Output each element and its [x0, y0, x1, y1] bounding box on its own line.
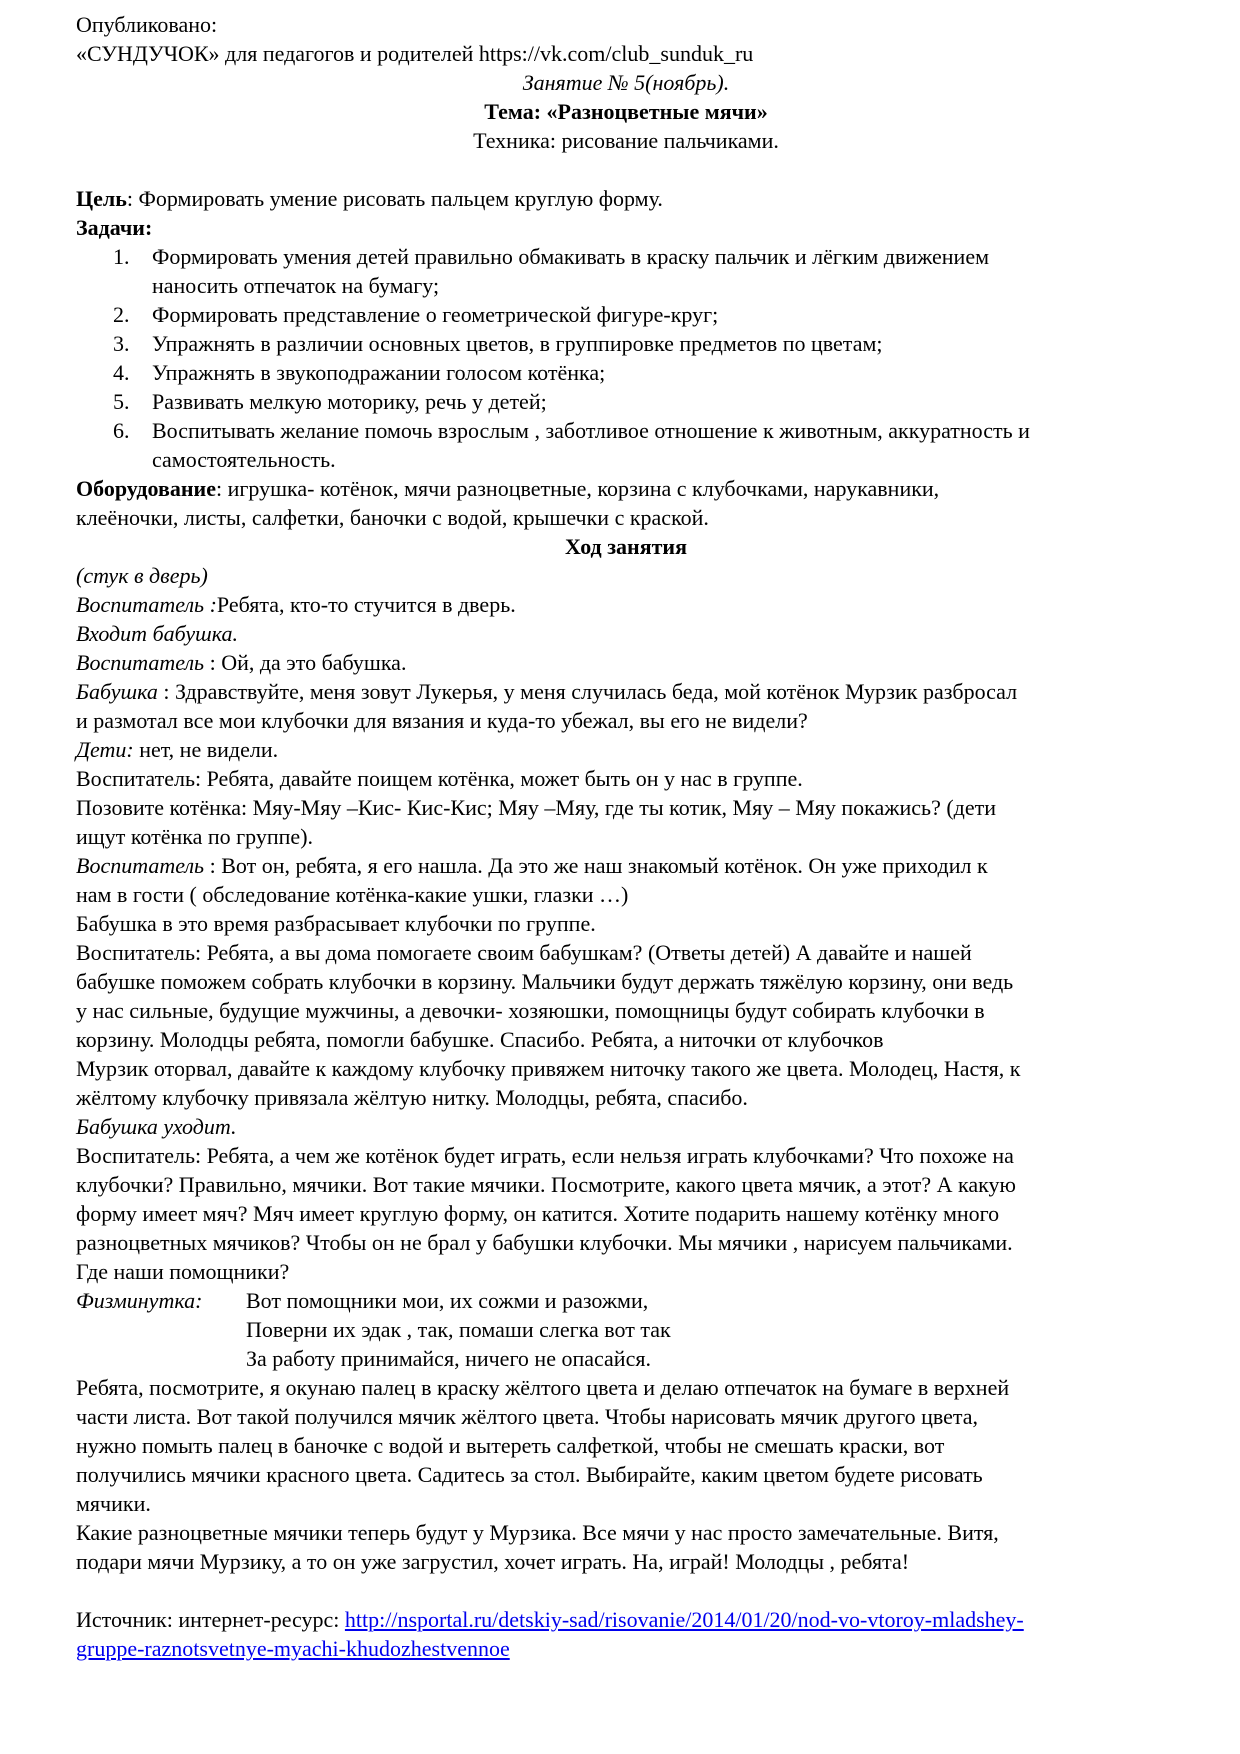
- source-line: [76, 1605, 1176, 1634]
- closing-line: Какие разноцветные мячики теперь будут у Мурзика. Все мячи у нас просто замечательные. Витя,: [76, 1520, 999, 1545]
- document-page: [76, 10, 1176, 1663]
- task-item: [76, 387, 1176, 416]
- stage-direction: Бабушка уходит.: [76, 1114, 237, 1139]
- script-text: Позовите котёнка: Мяу-Мяу –Кис- Кис-Кис; Мяу –Мяу, где ты котик, Мяу – Мяу покажись? (дети: [76, 795, 997, 820]
- speaker-label: Бабушка: [76, 679, 158, 704]
- script-text: бабушке поможем собрать клубочки в корзину. Мальчики будут держать тяжёлую корзину, они ведь: [76, 969, 1014, 994]
- source-link-continued[interactable]: gruppe-raznotsvetnye-myachi-khudozhestvennoe: [76, 1636, 510, 1661]
- lesson-number: Занятие № 5(ноябрь).: [522, 70, 730, 95]
- script-text: : Вот он, ребята, я его нашла. Да это же наш знакомый котёнок. Он уже приходил к: [209, 853, 988, 878]
- script-line: [76, 1228, 1176, 1257]
- task-item: [76, 358, 1176, 387]
- task-item: [76, 242, 1176, 300]
- lesson-topic: Тема: «Разноцветные мячи»: [484, 99, 768, 124]
- tasks-list: [76, 242, 1176, 474]
- spacer: [76, 155, 1176, 184]
- script-text: клубочки? Правильно, мячики. Вот такие мячики. Посмотрите, какого цвета мячик, а этот? А какую: [76, 1172, 1016, 1197]
- closing-line: Ребята, посмотрите, я окунаю палец в краску жёлтого цвета и делаю отпечаток на бумаге в верхней: [76, 1375, 1010, 1400]
- fizminutka-line: За работу принимайся, ничего не опасайся.: [246, 1346, 651, 1371]
- published-label: Опубликовано:: [76, 12, 218, 37]
- task-text-line: Развивать мелкую моторику, речь у детей;: [152, 389, 547, 414]
- script-text: Ребята, кто-то стучится в дверь.: [216, 592, 516, 617]
- script-line: [76, 1257, 1176, 1286]
- script-text: Воспитатель: Ребята, давайте поищем котёнка, может быть он у нас в группе.: [76, 766, 803, 791]
- progress-heading: Ход занятия: [564, 534, 687, 559]
- closing-text: [76, 1373, 1176, 1576]
- script-text: ищут котёнка по группе).: [76, 824, 314, 849]
- script-line: [76, 909, 1176, 938]
- script-text: Воспитатель: Ребята, а чем же котёнок будет играть, если нельзя играть клубочками? Что похоже на: [76, 1143, 1014, 1168]
- stage-direction: (стук в дверь): [76, 563, 208, 588]
- script-text: : Здравствуйте, меня зовут Лукерья, у меня случилась беда, мой котёнок Мурзик разбросал: [157, 679, 1018, 704]
- task-text-line: Воспитывать желание помочь взрослым , заботливое отношение к животным, аккуратность и: [152, 418, 1030, 443]
- script-text: Мурзик оторвал, давайте к каждому клубочку привяжем ниточку такого же цвета. Молодец, Настя, к: [76, 1056, 1021, 1081]
- script-line: [76, 735, 1176, 764]
- script-line: [76, 822, 1176, 851]
- script-line: [76, 880, 1176, 909]
- fizminutka-lines: [246, 1286, 1176, 1373]
- script-line: [76, 967, 1176, 996]
- source-link[interactable]: http://nsportal.ru/detskiy-sad/risovanie/2014/01/20/nod-vo-vtoroy-mladshey-: [344, 1607, 1024, 1632]
- script-text: : Ой, да это бабушка.: [209, 650, 407, 675]
- script-text: и размотал все мои клубочки для вязания и куда-то убежал, вы его не видели?: [76, 708, 808, 733]
- script-text: Бабушка в это время разбрасывает клубочки по группе.: [76, 911, 596, 936]
- task-number: 4.: [113, 360, 130, 385]
- script-text: Где наши помощники?: [76, 1259, 290, 1284]
- fizminutka: [76, 1286, 1176, 1373]
- stage-direction: Входит бабушка.: [76, 621, 239, 646]
- closing-line: получились мячики красного цвета. Садитесь за стол. Выбирайте, каким цветом будете рисовать: [76, 1462, 983, 1487]
- closing-line: мячики.: [76, 1491, 151, 1516]
- tasks-label: Задачи:: [76, 215, 153, 240]
- task-text-line: наносить отпечаток на бумагу;: [152, 273, 440, 298]
- task-item: [76, 300, 1176, 329]
- publisher-line: «СУНДУЧОК» для педагогов и родителей https://vk.com/club_sunduk_ru: [76, 41, 754, 66]
- script-line: [76, 677, 1176, 706]
- closing-line: нужно помыть палец в баночке с водой и вытереть салфеткой, чтобы не смешать краски, вот: [76, 1433, 945, 1458]
- equipment-line: [76, 474, 1176, 503]
- task-text-line: Формировать умения детей правильно обмакивать в краску пальчик и лёгким движением: [152, 244, 990, 269]
- task-number: 5.: [113, 389, 130, 414]
- task-number: 2.: [113, 302, 130, 327]
- script-text: жёлтому клубочку привязала жёлтую нитку. Молодцы, ребята, спасибо.: [76, 1085, 748, 1110]
- speaker-label: Дети:: [76, 737, 134, 762]
- equipment-label: Оборудование: [76, 476, 216, 501]
- script-text: форму имеет мяч? Мяч имеет круглую форму, он катится. Хотите подарить нашему котёнку много: [76, 1201, 1000, 1226]
- script-line: [76, 1141, 1176, 1170]
- speaker-label: Воспитатель: [76, 650, 210, 675]
- task-number: 3.: [113, 331, 130, 356]
- source-line-2: [76, 1634, 1176, 1663]
- script-text: нам в гости ( обследование котёнка-какие ушки, глазки …): [76, 882, 629, 907]
- script-line: [76, 1170, 1176, 1199]
- script-line: [76, 648, 1176, 677]
- goal-line: [76, 184, 1176, 213]
- script-line: [76, 793, 1176, 822]
- lesson-script: [76, 561, 1176, 1286]
- script-text: у нас сильные, будущие мужчины, а девочки- хозяюшки, помощницы будут собирать клубочки в: [76, 998, 985, 1023]
- script-line: [76, 1054, 1176, 1083]
- script-line: [76, 706, 1176, 735]
- task-item: [76, 416, 1176, 474]
- script-line: [76, 1199, 1176, 1228]
- lesson-technique: Техника: рисование пальчиками.: [473, 128, 779, 153]
- spacer: [76, 1576, 1176, 1605]
- script-line: [76, 1025, 1176, 1054]
- script-text: корзину. Молодцы ребята, помогли бабушке. Спасибо. Ребята, а ниточки от клубочков: [76, 1027, 884, 1052]
- goal-label: Цель: [76, 186, 127, 211]
- speaker-label: Воспитатель: [76, 853, 210, 878]
- script-line: [76, 764, 1176, 793]
- equipment-line-2: клеёночки, листы, салфетки, баночки с водой, крышечки с краской.: [76, 505, 709, 530]
- fizminutka-line: Вот помощники мои, их сожми и разожми,: [246, 1288, 649, 1313]
- script-text: нет, не видели.: [133, 737, 279, 762]
- closing-line: части листа. Вот такой получился мячик жёлтого цвета. Чтобы нарисовать мячик другого цвета,: [76, 1404, 979, 1429]
- closing-line: подари мячи Мурзику, а то он уже загрустил, хочет играть. На, играй! Молодцы , ребята!: [76, 1549, 910, 1574]
- script-line: [76, 590, 1176, 619]
- task-text-line: Формировать представление о геометрической фигуре-круг;: [152, 302, 719, 327]
- script-text: Воспитатель: Ребята, а вы дома помогаете своим бабушкам? (Ответы детей) А давайте и нашей: [76, 940, 972, 965]
- source-label: Источник: интернет-ресурс:: [76, 1607, 345, 1632]
- task-text-line: Упражнять в звукоподражании голосом котёнка;: [152, 360, 606, 385]
- script-line: [76, 996, 1176, 1025]
- speaker-label: Воспитатель :: [76, 592, 217, 617]
- script-line: [76, 851, 1176, 880]
- script-line: [76, 1083, 1176, 1112]
- script-line: [76, 938, 1176, 967]
- task-item: [76, 329, 1176, 358]
- task-text-line: самостоятельность.: [152, 447, 336, 472]
- fizminutka-label: Физминутка:: [76, 1288, 203, 1313]
- task-number: 6.: [113, 418, 130, 443]
- task-text-line: Упражнять в различии основных цветов, в группировке предметов по цветам;: [152, 331, 883, 356]
- fizminutka-line: Поверни их эдак , так, помаши слегка вот так: [246, 1317, 671, 1342]
- script-text: разноцветных мячиков? Чтобы он не брал у бабушки клубочки. Мы мячики , нарисуем пальчиками.: [76, 1230, 1013, 1255]
- equipment-text: : игрушка- котёнок, мячи разноцветные, корзина с клубочками, нарукавники,: [215, 476, 940, 501]
- task-number: 1.: [113, 244, 130, 269]
- goal-text: : Формировать умение рисовать пальцем круглую форму.: [126, 186, 663, 211]
